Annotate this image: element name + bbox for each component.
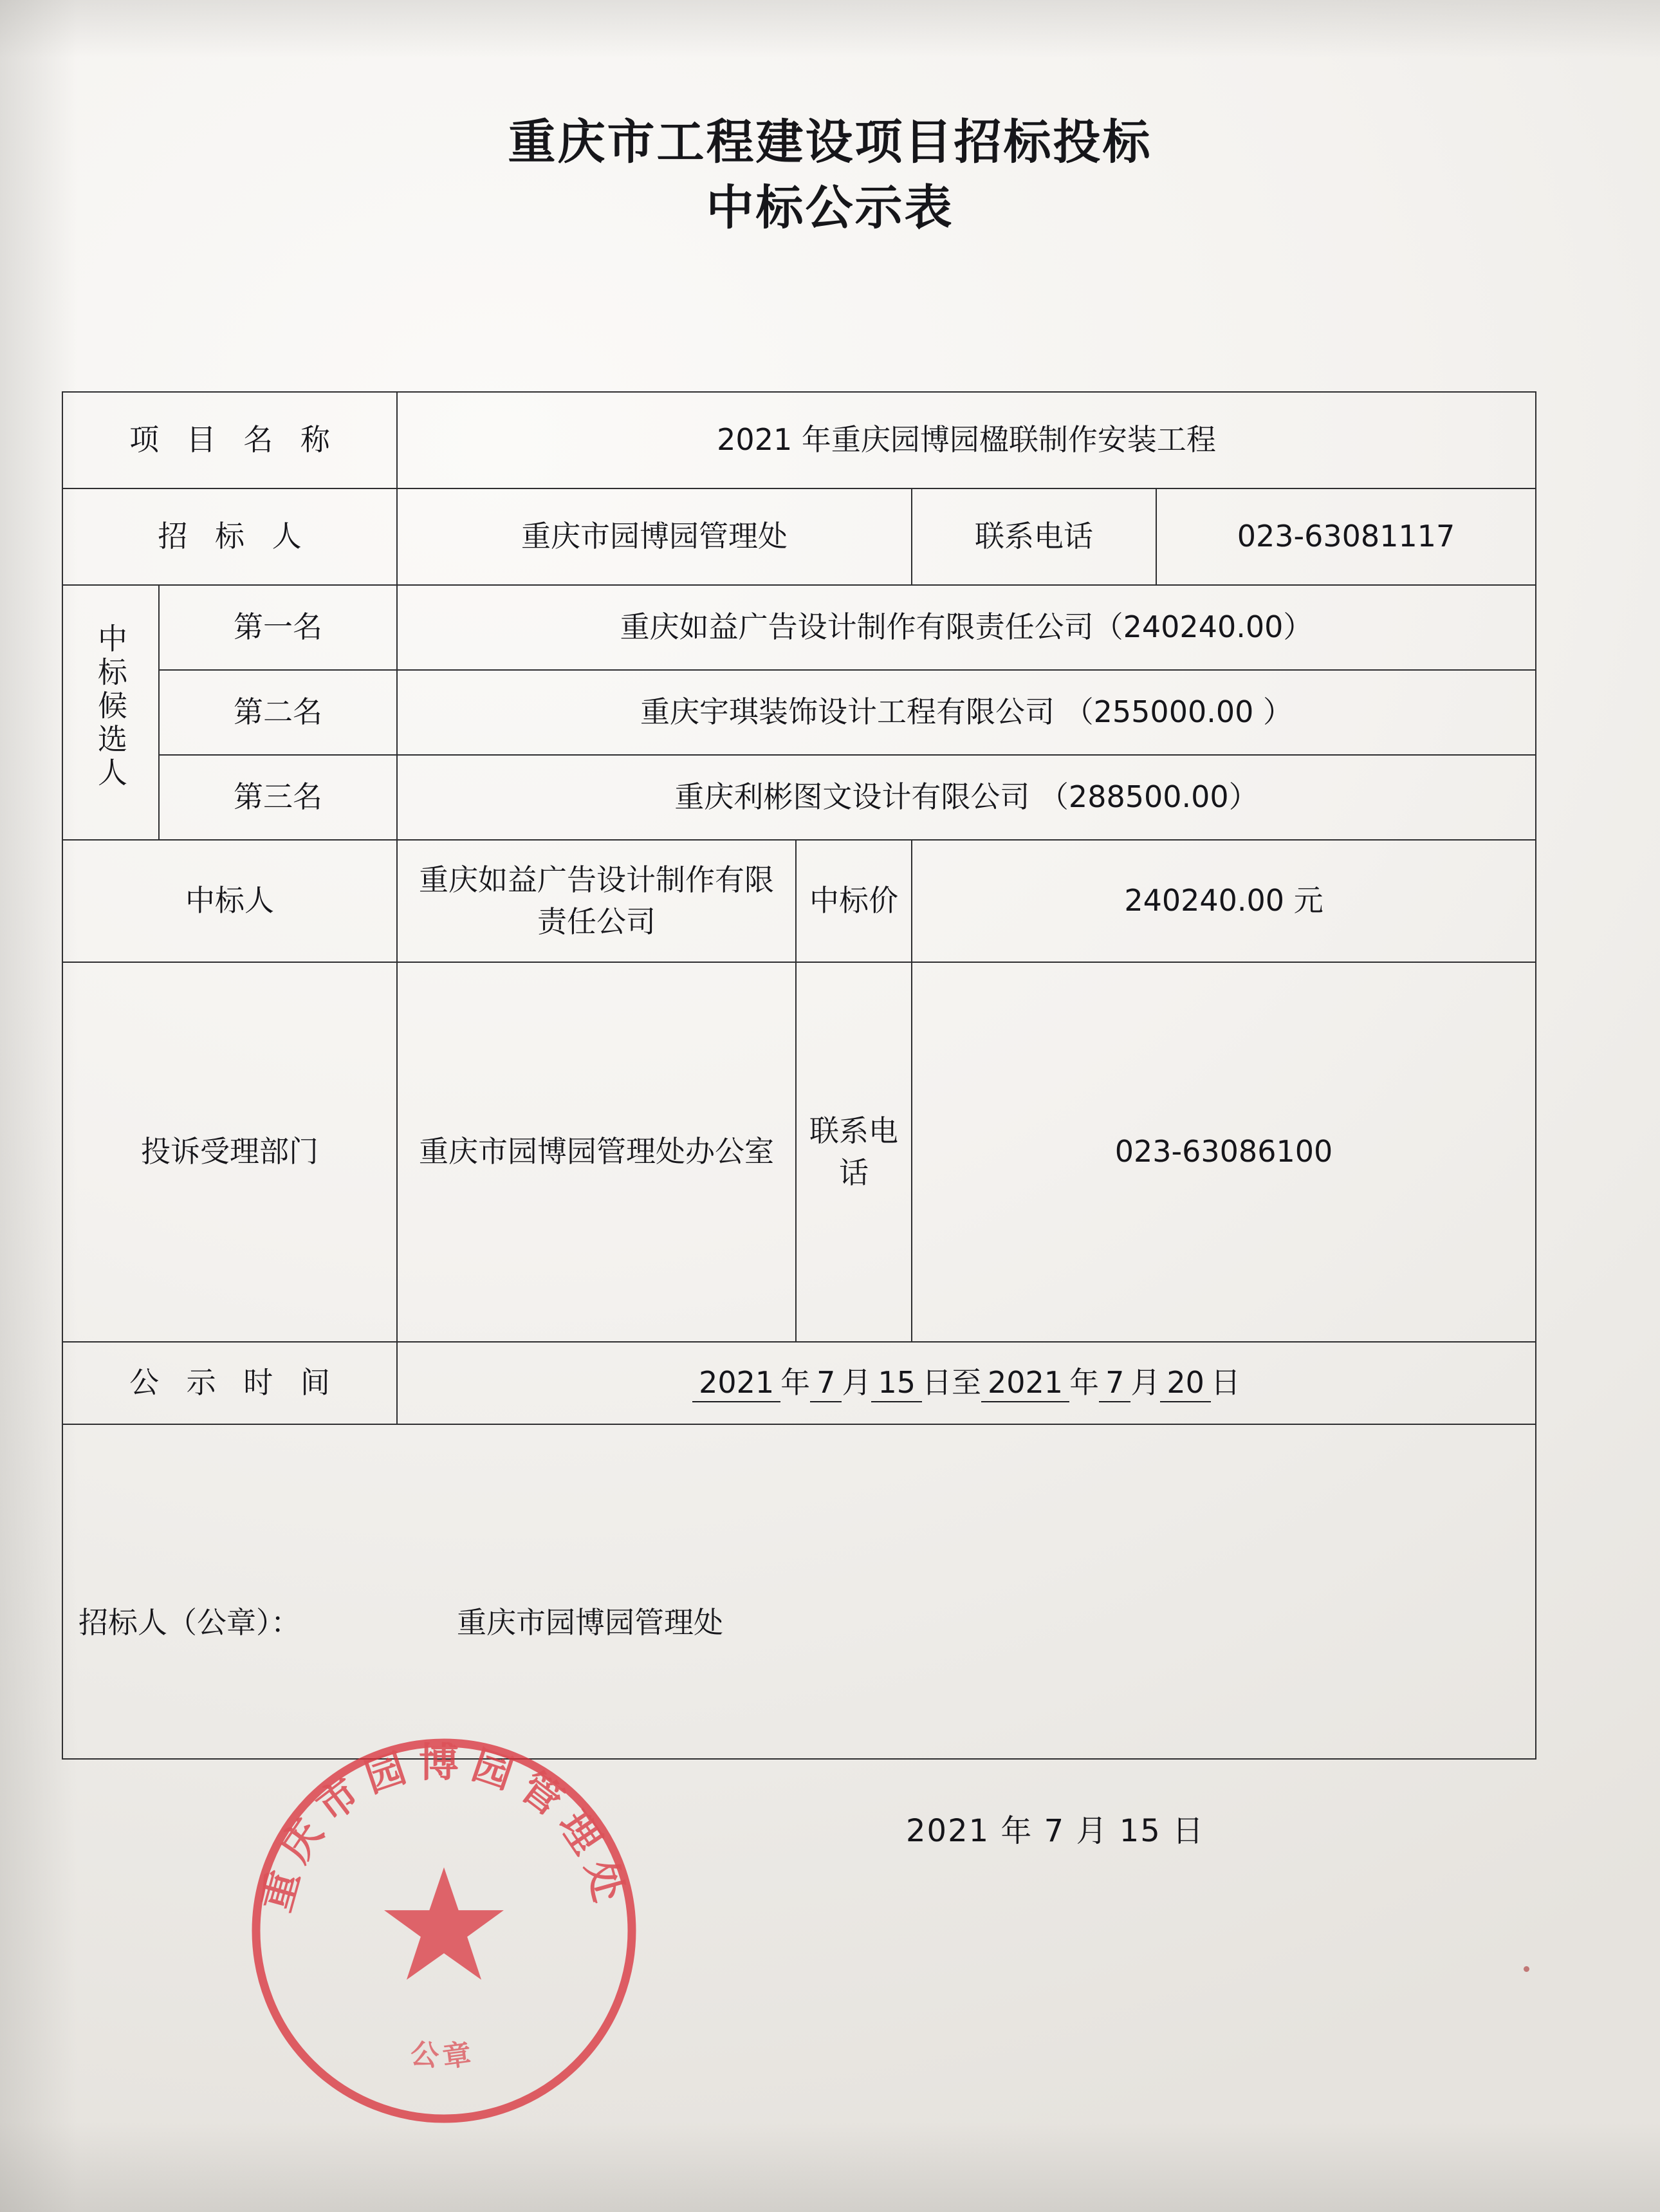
table-row-notice-period bbox=[62, 1342, 1536, 1424]
notice-end-month: 7 bbox=[1099, 1365, 1130, 1402]
table-row-project-name bbox=[62, 392, 1536, 488]
notice-end-year: 2021 bbox=[981, 1365, 1069, 1402]
svg-text:公章: 公章 bbox=[408, 2037, 480, 2074]
notice-start-month: 7 bbox=[810, 1365, 842, 1402]
complaint-dept-label: 投诉受理部门 bbox=[62, 962, 397, 1342]
year-unit-1: 年 bbox=[780, 1365, 811, 1400]
complaint-dept-value: 重庆市园博园管理处办公室 bbox=[397, 962, 796, 1342]
table-row-tenderer bbox=[62, 488, 1536, 585]
table-row-complaint bbox=[62, 962, 1536, 1342]
day-unit-2: 日 bbox=[1210, 1365, 1240, 1400]
tenderer-tel-label: 联系电话 bbox=[912, 488, 1156, 585]
title-line-2: 中标公示表 bbox=[706, 180, 954, 236]
table-row-candidate-3 bbox=[62, 755, 1536, 840]
candidate-value-3: 重庆利彬图文设计有限公司 （288500.00） bbox=[397, 755, 1536, 840]
day-unit-1: 日 bbox=[922, 1365, 952, 1400]
notice-period-label: 公 示 时 间 bbox=[62, 1342, 397, 1424]
document-title bbox=[0, 109, 1660, 241]
winner-value: 重庆如益广告设计制作有限责任公司 bbox=[397, 840, 796, 962]
svg-text:重庆市园博园管理处: 重庆市园博园管理处 bbox=[252, 1739, 636, 1917]
notice-start-day: 15 bbox=[871, 1365, 922, 1402]
month-unit-2: 月 bbox=[1130, 1365, 1161, 1400]
title-line-1: 重庆市工程建设项目招标投标 bbox=[508, 115, 1152, 170]
notice-end-day: 20 bbox=[1160, 1365, 1211, 1402]
project-name-label: 项 目 名 称 bbox=[62, 392, 397, 488]
complaint-tel-value: 023-63086100 bbox=[912, 962, 1536, 1342]
table-row-seal bbox=[62, 1424, 1536, 1759]
complaint-tel-label: 联系电话 bbox=[796, 962, 912, 1342]
notice-period-to: 至 bbox=[952, 1365, 981, 1400]
bid-result-table-wrapper bbox=[62, 391, 1535, 1849]
candidate-value-1: 重庆如益广告设计制作有限责任公司（240240.00） bbox=[397, 585, 1536, 670]
seal-date: 2021 年 7 月 15 日 bbox=[906, 1813, 1205, 1849]
winner-label: 中标人 bbox=[62, 840, 397, 962]
tenderer-value: 重庆市园博园管理处 bbox=[397, 488, 912, 585]
bid-result-table bbox=[62, 391, 1536, 1849]
candidate-rank-2: 第二名 bbox=[159, 670, 397, 755]
notice-start-year: 2021 bbox=[692, 1365, 780, 1402]
table-row-candidate-2 bbox=[62, 670, 1536, 755]
seal-cell bbox=[62, 1424, 1536, 1849]
official-seal-stamp bbox=[238, 1725, 650, 2137]
seal-org: 重庆市园博园管理处 bbox=[457, 1605, 723, 1640]
tenderer-label: 招 标 人 bbox=[62, 488, 397, 585]
seal-label: 招标人（公章）： bbox=[78, 1605, 300, 1640]
candidate-rank-3: 第三名 bbox=[159, 755, 397, 840]
month-unit-1: 月 bbox=[842, 1365, 872, 1400]
paper-speck bbox=[1524, 1966, 1529, 1972]
table-row-winner bbox=[62, 840, 1536, 962]
candidate-rank-1: 第一名 bbox=[159, 585, 397, 670]
candidates-label: 中标候选人 bbox=[62, 585, 159, 840]
project-name-value: 2021 年重庆园博园楹联制作安装工程 bbox=[397, 392, 1536, 488]
winning-price-label: 中标价 bbox=[796, 840, 912, 962]
year-unit-2: 年 bbox=[1069, 1365, 1100, 1400]
candidate-value-2: 重庆宇琪装饰设计工程有限公司 （255000.00 ） bbox=[397, 670, 1536, 755]
notice-period-value bbox=[397, 1342, 1536, 1424]
winning-price-value: 240240.00 元 bbox=[912, 840, 1536, 962]
table-row-candidate-1 bbox=[62, 585, 1536, 670]
tenderer-tel-value: 023-63081117 bbox=[1156, 488, 1536, 585]
